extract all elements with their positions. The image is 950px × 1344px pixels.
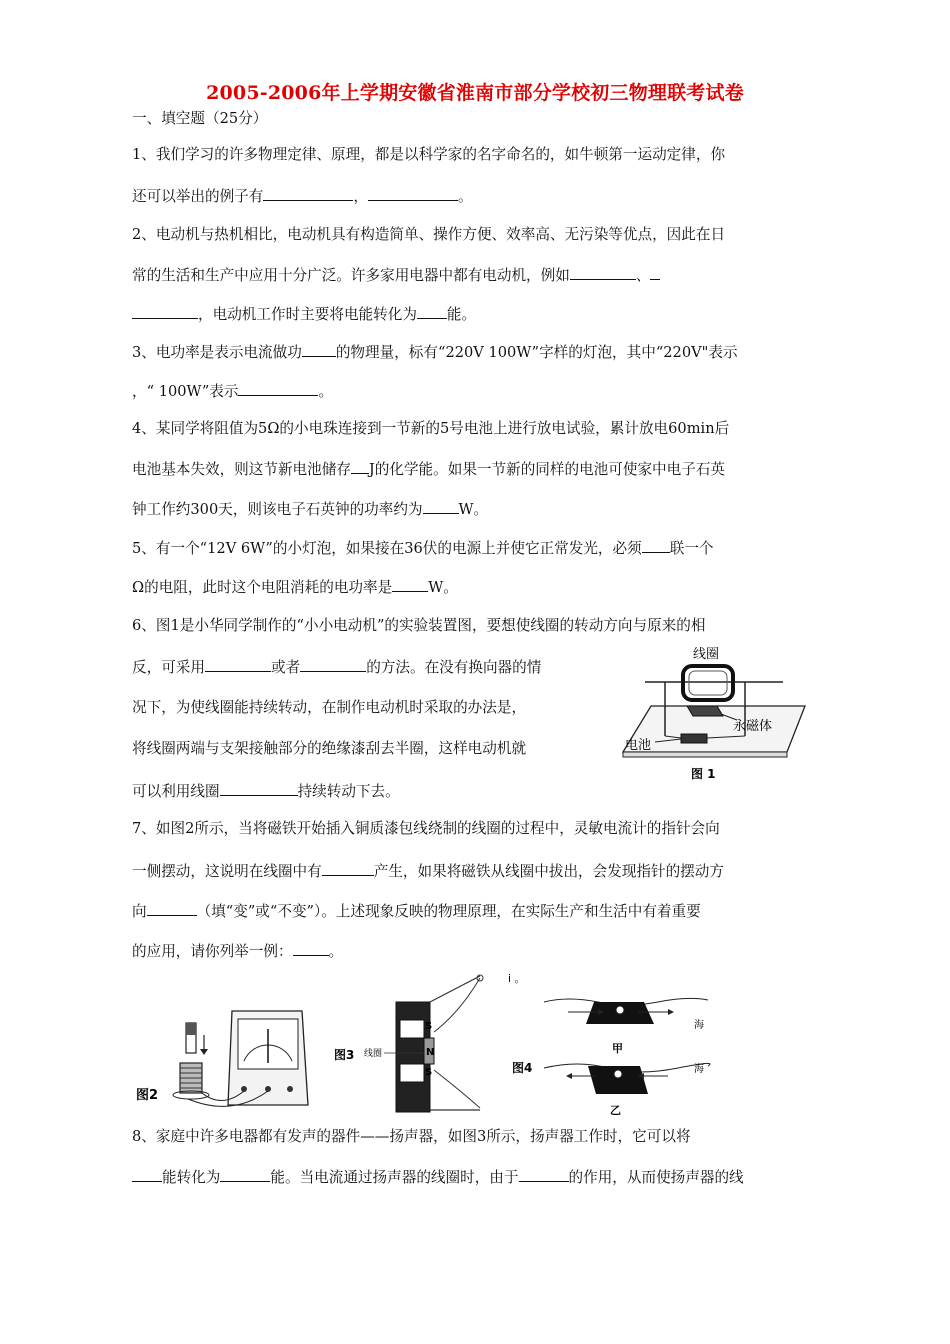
q5-blank-2[interactable] xyxy=(392,576,428,592)
q2-blank-2a[interactable] xyxy=(650,264,660,280)
q4-blank-2[interactable] xyxy=(423,498,459,514)
q8-text-b: 能。当电流通过扬声器的线圈时，由于 xyxy=(270,1169,519,1186)
gap-bottom xyxy=(400,1064,424,1082)
q7-text-b: 产生，如果将磁铁从线圈中拔出，会发现指针的摆动方 xyxy=(373,863,724,880)
battery-label: 电池 xyxy=(625,738,652,753)
q1-text-a: 还可以举出的例子有 xyxy=(132,188,264,205)
figure-4-top-mark: i 。 xyxy=(508,972,526,985)
q6-blank-1[interactable] xyxy=(205,656,271,672)
q5-blank-1[interactable] xyxy=(642,537,670,553)
q7-line-4 xyxy=(132,940,343,962)
q6-line-1: 6、图1是小华同学制作的“小小电动机”的实验装置图，要想使线圈的转动方向与原来的相 xyxy=(132,617,706,634)
q1-text-c: 。 xyxy=(457,188,473,205)
q2-text-a: 常的生活和生产中应用十分广泛。许多家用电器中都有电动机，例如 xyxy=(132,267,570,284)
coil-label: 线圈 xyxy=(693,647,720,662)
q3-line-2 xyxy=(132,380,333,402)
q6-text-a: 反，可采用 xyxy=(132,659,205,676)
label-yi: 乙 xyxy=(610,1104,621,1117)
battery xyxy=(681,734,707,743)
q6-blank-3[interactable] xyxy=(220,780,298,796)
q8-blank-2[interactable] xyxy=(220,1166,270,1182)
pole-s-bottom: S xyxy=(425,1067,433,1078)
q4-line-1: 4、某同学将阻值为5Ω的小电珠连接到一节新的5号电池上进行放电试验，累计放电60min后 xyxy=(132,420,730,437)
q4-text-c: 钟工作约300天，则该电子石英钟的功率约为 xyxy=(132,501,423,518)
q4-blank-1[interactable] xyxy=(351,458,369,474)
q6-text-e: 持续转动下去。 xyxy=(297,783,400,800)
q2-line-1: 2、电动机与热机相比，电动机具有构造简单、操作方便、效率高、无污染等优点，因此在日 xyxy=(132,226,726,243)
figure-1-motor xyxy=(605,644,815,784)
q7-line-2 xyxy=(132,860,724,882)
q4-line-2 xyxy=(132,458,725,480)
q8-line-2 xyxy=(132,1166,744,1188)
q7-blank-2[interactable] xyxy=(147,900,197,916)
coil-label: 线圈 xyxy=(364,1049,383,1059)
q2-blank-1[interactable] xyxy=(570,264,636,280)
q1-text-b: ， xyxy=(353,188,368,205)
figure-1-caption: 图 1 xyxy=(691,767,716,781)
q4-text-a: 电池基本失效，则这节新电池储存 xyxy=(132,461,351,478)
q3-blank-1[interactable] xyxy=(302,341,336,357)
q8-blank-1[interactable] xyxy=(132,1166,162,1182)
q8-text-c: 的作用，从而使扬声器的线 xyxy=(568,1169,744,1186)
q7-text-f: 。 xyxy=(328,943,344,960)
q5-text-b: 联一个 xyxy=(669,540,714,557)
figure-2-caption: 图2 xyxy=(136,1088,159,1103)
q6-line-3: 况下，为使线圈能持续转动，在制作电动机时采取的办法是， xyxy=(132,699,527,716)
q6-text-d: 可以利用线圈 xyxy=(132,783,220,800)
q4-text-d: W。 xyxy=(458,501,489,518)
coil-inner xyxy=(689,671,727,695)
cone-line-2 xyxy=(434,1070,480,1108)
pole-s-top: S xyxy=(425,1021,433,1032)
q7-line-3 xyxy=(132,900,701,922)
turbine-top xyxy=(616,1006,624,1014)
q3-text-c: ，“ 100W”表示 xyxy=(132,383,239,400)
q3-text-d: 。 xyxy=(318,383,334,400)
q2-text-b: 、 xyxy=(635,267,651,284)
q2-line-3 xyxy=(132,303,476,325)
q8-blank-3[interactable] xyxy=(519,1166,569,1182)
q8-text-a: 能转化为 xyxy=(162,1169,221,1186)
q2-blank-2b[interactable] xyxy=(132,303,198,319)
q6-line-5 xyxy=(132,780,400,802)
q7-text-d: （填“变”或“不变”）。上述现象反映的物理原理，在实际生产和生活中有着重要 xyxy=(196,903,701,920)
pole-n: N xyxy=(426,1047,435,1058)
q7-text-c: 向 xyxy=(132,903,147,920)
q7-text-a: 一侧摆动，这说明在线圈中有 xyxy=(132,863,322,880)
q5-line-2 xyxy=(132,576,458,598)
q5-text-a: 5、有一个“12V 6W”的小灯泡，如果接在36伏的电源上并使它正常发光，必须 xyxy=(132,540,642,557)
q2-line-2 xyxy=(132,264,660,286)
q4-line-3 xyxy=(132,498,488,520)
q2-text-c: ，电动机工作时主要将电能转化为 xyxy=(198,306,417,323)
gap-top xyxy=(400,1020,424,1038)
magnet-label: 永磁体 xyxy=(733,719,773,734)
q1-line-1: 1、我们学习的许多物理定律、原理，都是以科学家的名字命名的，如牛顿第一运动定律，你 xyxy=(132,146,726,163)
figure-3-caption: 图3 xyxy=(334,1048,355,1062)
figure-4-caption: 图4 xyxy=(512,1061,533,1075)
terminal-right xyxy=(287,1086,293,1092)
q3-blank-2[interactable] xyxy=(238,380,318,396)
q6-line-4: 将线圈两端与支架接触部分的绝缘漆刮去半圈，这样电动机就 xyxy=(132,740,527,757)
q1-blank-1[interactable] xyxy=(263,185,353,201)
sea-label-bottom: 海 xyxy=(694,1064,704,1075)
exam-title: 2005-2006年上学期安徽省淮南市部分学校初三物理联考试卷 xyxy=(206,82,744,104)
q6-line-2 xyxy=(132,656,541,678)
q5-text-d: W。 xyxy=(428,579,458,596)
q8-line-1: 8、家庭中许多电器都有发声的器件——扬声器，如图3所示，扬声器工作时，它可以将 xyxy=(132,1128,691,1145)
q3-text-a: 3、电功率是表示电流做功 xyxy=(132,344,302,361)
turbine-bottom xyxy=(614,1070,622,1078)
label-jia: 甲 xyxy=(612,1042,623,1055)
q3-text-b: 的物理量，标有“220V 100W”字样的灯泡，其中“220V"表示 xyxy=(335,344,738,361)
cone-top xyxy=(430,976,480,1002)
figure-3-loudspeaker xyxy=(330,972,490,1122)
q6-text-c: 的方法。在没有换向器的情 xyxy=(366,659,542,676)
q6-blank-2[interactable] xyxy=(300,656,366,672)
motor-diagram xyxy=(605,644,815,784)
q1-line-2 xyxy=(132,185,473,207)
q2-text-d: 能。 xyxy=(446,306,477,323)
q4-text-b: J的化学能。如果一节新的同样的电池可使家中电子石英 xyxy=(368,461,726,478)
q5-line-1 xyxy=(132,537,714,559)
section-heading: 一、填空题（25分） xyxy=(132,110,268,127)
figure-2-galvanometer xyxy=(132,1005,312,1117)
insert-arrow-head xyxy=(200,1049,208,1055)
q5-text-c: Ω的电阻，此时这个电阻消耗的电功率是 xyxy=(132,579,393,596)
q6-text-b: 或者 xyxy=(270,659,301,676)
bar-magnet-pole xyxy=(186,1023,196,1035)
q2-blank-3[interactable] xyxy=(417,303,447,319)
sea-label-top: 海 xyxy=(694,1020,704,1031)
q3-line-1 xyxy=(132,341,738,363)
q7-blank-3[interactable] xyxy=(293,940,329,956)
q7-blank-1[interactable] xyxy=(322,860,374,876)
q1-blank-2[interactable] xyxy=(368,185,458,201)
permanent-magnet xyxy=(687,706,723,716)
q7-text-e: 的应用，请你列举一例： xyxy=(132,943,293,960)
cone-line-1 xyxy=(434,978,480,1032)
q7-line-1: 7、如图2所示，当将磁铁开始插入铜质漆包线绕制的线圈的过程中，灵敏电流计的指针会向 xyxy=(132,820,720,837)
figure-4-tidal xyxy=(508,972,718,1122)
